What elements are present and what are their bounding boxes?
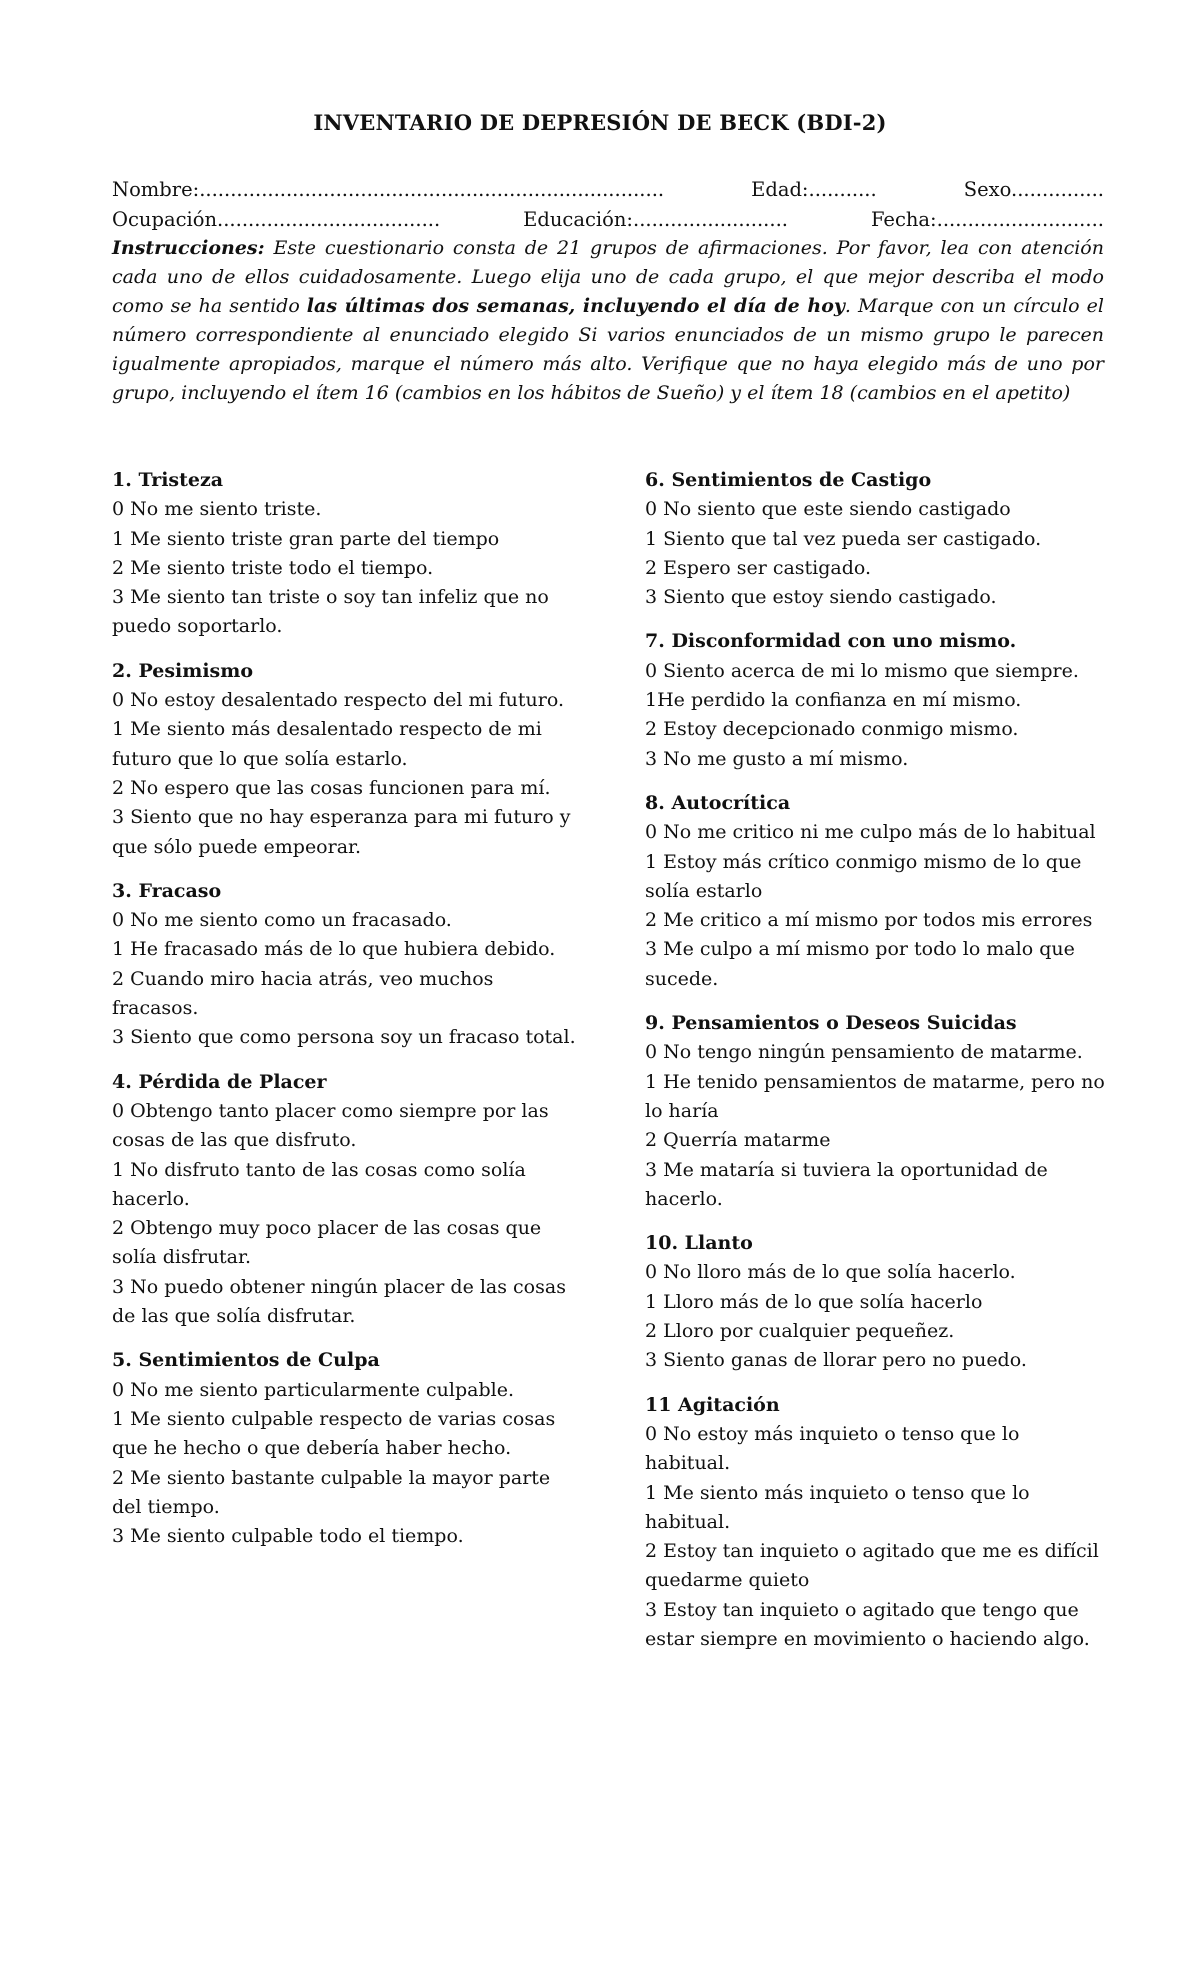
header-block: [112, 175, 1104, 408]
answer-option[interactable]: 3 Siento ganas de llorar pero no puedo.: [645, 1349, 1027, 1372]
question-group: [645, 789, 1105, 994]
question-title: 8. Autocrítica: [645, 791, 791, 814]
answer-option[interactable]: 3 Me mataría si tuviera la oportunidad de hacerlo.: [645, 1158, 1048, 1210]
answer-option[interactable]: 1 Me siento culpable respecto de varias cosas que he hecho o que debería haber hecho.: [112, 1407, 556, 1460]
question-title: 2. Pesimismo: [112, 659, 254, 682]
answer-option[interactable]: 0 No me siento como un fracasado.: [112, 909, 452, 932]
answer-option[interactable]: 0 No lloro más de lo que solía hacerlo.: [645, 1261, 1016, 1284]
answer-option[interactable]: 1 He tenido pensamientos de matarme, pero no lo haría: [645, 1070, 1105, 1122]
answer-option[interactable]: 0 No tengo ningún pensamiento de matarme.: [645, 1041, 1083, 1064]
question-group: [645, 1009, 1105, 1214]
instructions-emphasis: las últimas dos semanas, incluyendo el día de hoy: [306, 295, 845, 317]
question-group: [645, 466, 1105, 612]
nombre-field: Nombre:...........................................................................: [112, 178, 665, 201]
educacion-field: Educación:.........................: [523, 207, 788, 231]
answer-option[interactable]: 2 Estoy tan inquieto o agitado que me es difícil quedarme quieto: [645, 1540, 1099, 1592]
answer-option[interactable]: 3 No me gusto a mí mismo.: [645, 747, 909, 770]
answer-option[interactable]: 1 Me siento más desalentado respecto de mi futuro que lo que solía estarlo.: [112, 718, 542, 770]
question-title: 7. Disconformidad con uno mismo.: [645, 630, 1017, 653]
answer-option[interactable]: 0 Siento acerca de mi lo mismo que siempre.: [645, 659, 1079, 682]
answer-option[interactable]: 3 Siento que estoy siendo castigado.: [645, 586, 997, 609]
answer-option[interactable]: 2 Obtengo muy poco placer de las cosas que solía disfrutar.: [112, 1217, 542, 1269]
question-title: 3. Fracaso: [112, 879, 222, 902]
answer-option[interactable]: 2 Estoy decepcionado conmigo mismo.: [645, 718, 1019, 741]
instructions-part-1: Este cuestionario consta de 21 grupos de afirmaciones. Por favor, lea con atención cada uno de ellos cuidadosamente. Luego elija uno de cada grupo, el que mejor describa el modo como se ha sentido: [112, 237, 1104, 317]
answer-option[interactable]: 2 Me siento triste todo el tiempo.: [112, 556, 434, 579]
question-title: 10. Llanto: [645, 1232, 753, 1255]
answer-option[interactable]: 1 Me siento más inquieto o tenso que lo habitual.: [645, 1481, 1030, 1533]
question-title: 11 Agitación: [645, 1393, 780, 1416]
answer-option[interactable]: 3 No puedo obtener ningún placer de las cosas de las que solía disfrutar.: [112, 1275, 566, 1328]
answer-option[interactable]: 0 Obtengo tanto placer como siempre por las cosas de las que disfruto.: [112, 1099, 549, 1152]
answer-option[interactable]: 2 Cuando miro hacia atrás, veo muchos fracasos.: [112, 967, 494, 1020]
question-title: 1. Tristeza: [112, 469, 224, 491]
answer-option[interactable]: 1 Lloro más de lo que solía hacerlo: [645, 1290, 983, 1313]
question-group: [645, 627, 1105, 773]
answer-option[interactable]: 1 Me siento triste gran parte del tiempo: [112, 527, 500, 550]
question-group: [112, 657, 582, 862]
answer-option[interactable]: 2 No espero que las cosas funcionen para mí.: [112, 776, 551, 799]
instructions-lead: Instrucciones:: [112, 237, 265, 259]
answer-option[interactable]: 0 No estoy más inquieto o tenso que lo habitual.: [645, 1422, 1020, 1475]
ocupacion-field: Ocupación....................................: [112, 207, 441, 231]
answer-option[interactable]: 2 Me critico a mí mismo por todos mis errores: [645, 909, 1093, 932]
question-group: [112, 877, 582, 1053]
document-title: INVENTARIO DE DEPRESIÓN DE BECK (BDI-2): [313, 110, 887, 135]
answer-option[interactable]: 1He perdido la confianza en mí mismo.: [645, 689, 1022, 712]
question-title: 9. Pensamientos o Deseos Suicidas: [645, 1012, 1017, 1035]
question-group: [645, 1229, 1105, 1375]
answer-option[interactable]: 1 Estoy más crítico conmigo mismo de lo que solía estarlo: [645, 850, 1082, 902]
fecha-field: Fecha:...........................: [870, 207, 1104, 231]
right-column: [645, 466, 1105, 1669]
sexo-field: Sexo...............: [963, 178, 1104, 201]
answer-option[interactable]: 0 No siento que este siendo castigado: [645, 498, 1011, 521]
answer-option[interactable]: 1 Siento que tal vez pueda ser castigado.: [645, 527, 1042, 550]
instructions-part-2: . Marque con un círculo el número correspondiente al enunciado elegido Si varios enunciados de un mismo grupo le parecen igualmente apropiados, marque el número más alto. Verifique que no haya elegido más de uno por grupo, incluyendo el ítem 16 (cambios en los hábitos de Sueño) y el ítem 18 (cambios en el apetito): [112, 295, 1104, 404]
answer-option[interactable]: 2 Me siento bastante culpable la mayor parte del tiempo.: [112, 1466, 551, 1518]
question-title: 4. Pérdida de Placer: [112, 1070, 327, 1093]
question-group: [112, 466, 582, 642]
answer-option[interactable]: 3 Me culpo a mí mismo por todo lo malo que sucede.: [645, 938, 1075, 990]
answer-option[interactable]: 2 Querría matarme: [645, 1129, 831, 1152]
question-group: [645, 1391, 1105, 1655]
question-group: [112, 1346, 582, 1551]
answer-option[interactable]: 1 No disfruto tanto de las cosas como solía hacerlo.: [112, 1158, 526, 1210]
answer-option[interactable]: 3 Me siento culpable todo el tiempo.: [112, 1525, 464, 1548]
answer-option[interactable]: 0 No me siento triste.: [112, 498, 322, 521]
question-group: [112, 1068, 582, 1332]
answer-option[interactable]: 3 Estoy tan inquieto o agitado que tengo que estar siempre en movimiento o haciendo algo.: [645, 1598, 1090, 1650]
answer-option[interactable]: 0 No me siento particularmente culpable.: [112, 1378, 514, 1401]
answer-option[interactable]: 3 Siento que como persona soy un fracaso total.: [112, 1026, 576, 1049]
question-title: 5. Sentimientos de Culpa: [112, 1349, 380, 1372]
left-column: [112, 466, 582, 1566]
answer-option[interactable]: 3 Me siento tan triste o soy tan infeliz que no puedo soportarlo.: [112, 586, 549, 638]
question-title: 6. Sentimientos de Castigo: [645, 469, 932, 491]
answer-option[interactable]: 0 No me critico ni me culpo más de lo habitual: [645, 821, 1096, 844]
edad-field: Edad:...........: [751, 178, 877, 201]
answer-option[interactable]: 2 Espero ser castigado.: [645, 556, 872, 579]
answer-option[interactable]: 0 No estoy desalentado respecto del mi futuro.: [112, 689, 564, 712]
fields-row-2: [112, 205, 1104, 235]
answer-option[interactable]: 2 Lloro por cualquier pequeñez.: [645, 1320, 955, 1343]
answer-option[interactable]: 3 Siento que no hay esperanza para mi futuro y que sólo puede empeorar.: [112, 806, 571, 858]
fields-row-1: [112, 175, 1104, 205]
instructions-paragraph: [112, 234, 1104, 408]
answer-option[interactable]: 1 He fracasado más de lo que hubiera debido.: [112, 938, 556, 961]
